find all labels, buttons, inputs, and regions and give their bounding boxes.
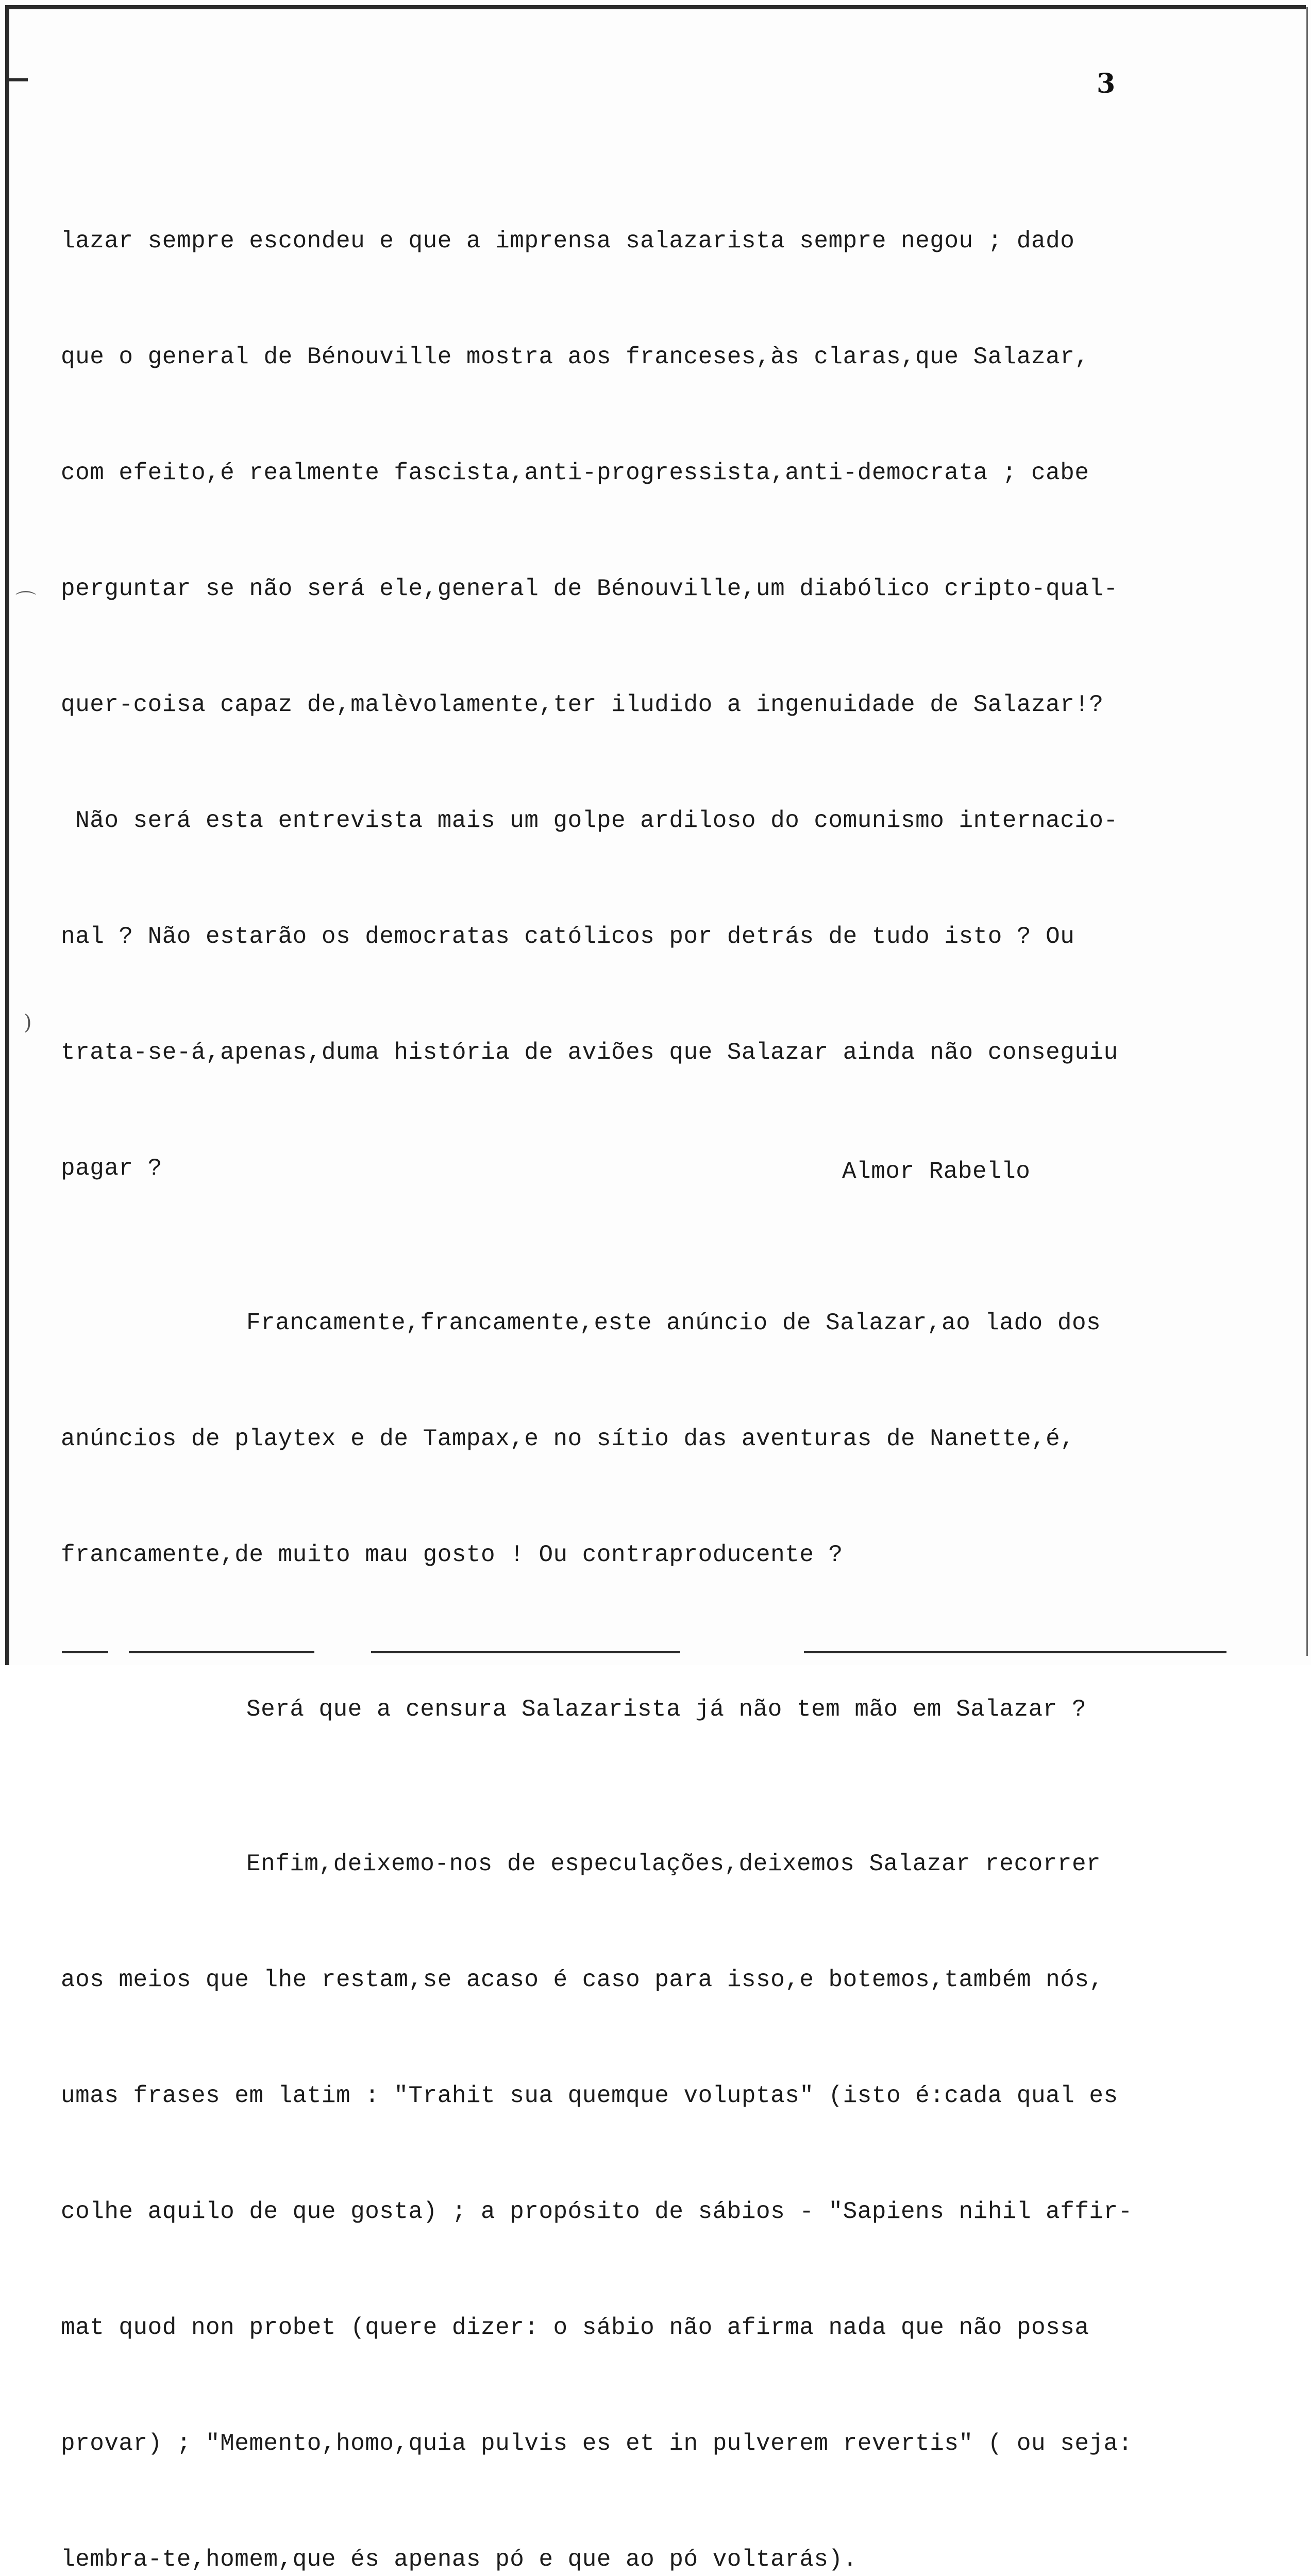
margin-parenthesis-mark: ) xyxy=(24,1011,32,1035)
text-line: Enfim,deixemo-nos de especulações,deixemos Salazar recorrer xyxy=(246,1851,1101,1877)
letter-body xyxy=(61,106,1267,2576)
bottom-rule xyxy=(804,1651,1226,1653)
text-line: trata-se-á,apenas,duma história de aviões que Salazar ainda não conseguiu xyxy=(61,1039,1118,1066)
bottom-rule xyxy=(371,1651,680,1653)
scan-border-left xyxy=(5,5,9,1665)
page-number: 3 xyxy=(1097,68,1116,99)
margin-bracket-mark: ⌒ xyxy=(15,590,36,614)
text-line: com efeito,é realmente fascista,anti-progressista,anti-democrata ; cabe xyxy=(61,460,1089,486)
text-line: que o general de Bénouville mostra aos franceses,às claras,que Salazar, xyxy=(61,344,1089,370)
text-line: perguntar se não será ele,general de Bénouville,um diabólico cripto-qual- xyxy=(61,575,1118,602)
text-line: umas frases em latim : "Trahit sua quemque voluptas" (isto é:cada qual es xyxy=(61,2082,1118,2109)
text-line: Não será esta entrevista mais um golpe ardiloso do comunismo internacio- xyxy=(61,807,1118,834)
scan-border-right xyxy=(1306,7,1308,1656)
text-line: provar) ; "Memento,homo,quia pulvis es et in pulverem revertis" ( ou seja: xyxy=(61,2430,1133,2457)
text-line: aos meios que lhe restam,se acaso é caso para isso,e botemos,também nós, xyxy=(61,1967,1104,1993)
text-line: pagar ? xyxy=(61,1155,162,1182)
text-line: Francamente,francamente,este anúncio de Salazar,ao lado dos xyxy=(246,1310,1101,1336)
scan-border-top xyxy=(7,5,1306,9)
text-line: lazar sempre escondeu e que a imprensa salazarista sempre negou ; dado xyxy=(61,228,1075,255)
signature: Almor Rabello xyxy=(842,1158,1031,1185)
text-line: anúncios de playtex e de Tampax,e no sítio das aventuras de Nanette,é, xyxy=(61,1426,1075,1452)
text-line: mat quod non probet (quere dizer: o sábio não afirma nada que não possa xyxy=(61,2314,1089,2341)
text-line: nal ? Não estarão os democratas católicos por detrás de tudo isto ? Ou xyxy=(61,923,1075,950)
text-line: colhe aquilo de que gosta) ; a propósito de sábios - "Sapiens nihil affir- xyxy=(61,2198,1133,2225)
bottom-rule xyxy=(129,1651,314,1653)
bottom-rule xyxy=(62,1651,108,1653)
text-line: quer-coisa capaz de,malèvolamente,ter iludido a ingenuidade de Salazar!? xyxy=(61,691,1104,718)
text-line: Será que a censura Salazarista já não tem mão em Salazar ? xyxy=(246,1696,1087,1723)
margin-tick-mark xyxy=(7,78,28,81)
text-line: lembra-te,homem,que és apenas pó e que ao pó voltarás). xyxy=(61,2546,858,2573)
text-line: francamente,de muito mau gosto ! Ou contraproducente ? xyxy=(61,1541,843,1568)
